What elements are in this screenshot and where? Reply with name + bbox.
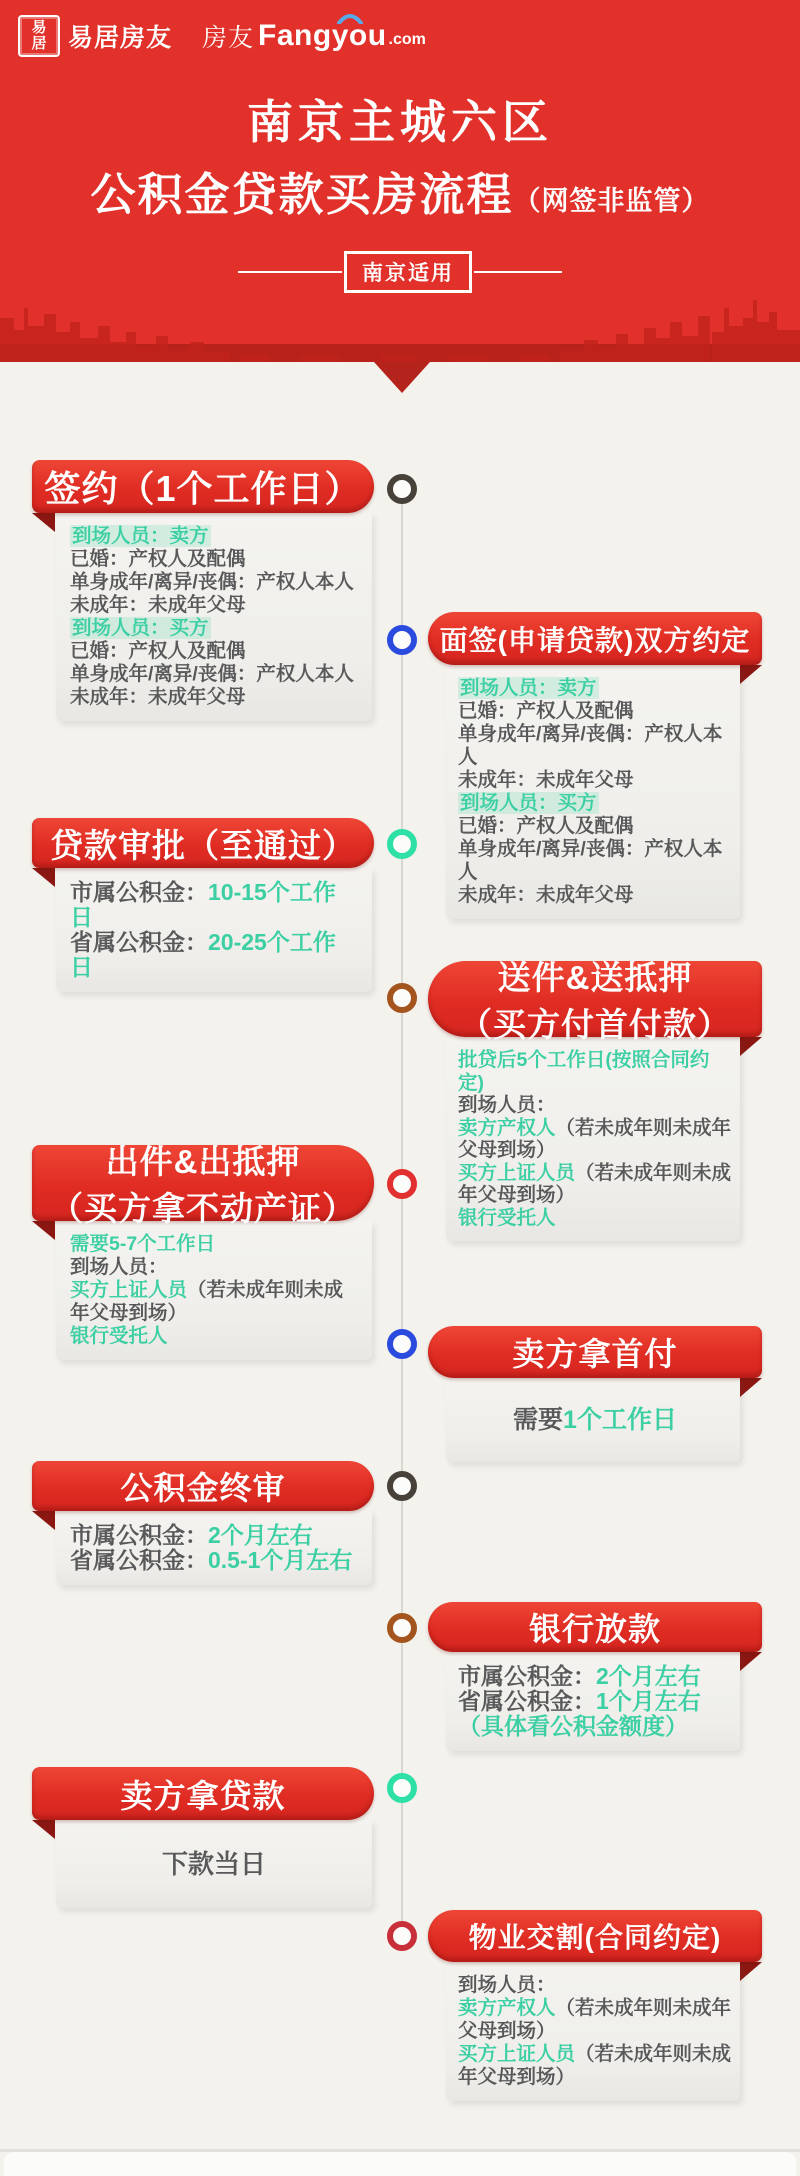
step-text-line bbox=[458, 700, 732, 723]
city-badge: 南京适用 bbox=[344, 251, 472, 293]
timeline-line bbox=[401, 489, 403, 1936]
step-box bbox=[56, 1221, 372, 1360]
step-text-line bbox=[70, 594, 358, 617]
step-text-line bbox=[70, 686, 358, 709]
step-box bbox=[446, 665, 740, 919]
step-highlight-text: 卖方产权人 bbox=[458, 1997, 556, 2019]
step-highlight-text: 买方上证人员 bbox=[70, 1279, 188, 1301]
step-box bbox=[56, 868, 372, 992]
step-banner bbox=[428, 1602, 762, 1652]
timeline-node bbox=[387, 829, 417, 859]
ribbon-fold bbox=[32, 1820, 55, 1839]
step-text-line bbox=[70, 1233, 358, 1256]
timeline-node bbox=[387, 1329, 417, 1359]
step-text: 市属公积金： bbox=[70, 1522, 208, 1548]
ribbon-fold bbox=[740, 1652, 762, 1671]
step-highlight-text: 2个月左右 bbox=[596, 1663, 701, 1689]
step-text-line bbox=[70, 617, 358, 640]
timeline-node bbox=[387, 1921, 417, 1951]
step-banner bbox=[428, 959, 762, 1043]
timeline-node bbox=[387, 1471, 417, 1501]
ribbon-fold bbox=[32, 513, 55, 532]
brand-tld: .com bbox=[388, 31, 426, 48]
step-text: 已婚：产权人及配偶 bbox=[70, 548, 246, 570]
step-title: 卖方拿贷款 bbox=[120, 1777, 286, 1814]
step-text: 单身成年/离异/丧偶：产权人本人 bbox=[70, 571, 354, 593]
step-banner bbox=[428, 612, 762, 665]
step-box bbox=[446, 1378, 740, 1462]
step-text-line bbox=[458, 1714, 732, 1739]
page-title-note: （网签非监管） bbox=[513, 186, 710, 216]
brand-en-text: Fangyou bbox=[258, 19, 387, 52]
step-text: （若未成年则未成年父母到场） bbox=[70, 1279, 344, 1324]
brand-logo bbox=[18, 14, 426, 58]
step-title: 物业交割(合同约定) bbox=[468, 1922, 722, 1953]
step-text-line bbox=[70, 1325, 358, 1348]
step-text: （若未成年则未成年父母到场） bbox=[458, 1116, 732, 1161]
step-title: 公积金终审 bbox=[120, 1470, 286, 1506]
step-text-line bbox=[458, 1689, 732, 1714]
step-title: 卖方拿首付 bbox=[512, 1336, 678, 1372]
step-text-line bbox=[70, 1256, 358, 1279]
brand-name-en bbox=[258, 19, 387, 53]
step-highlight-text: 批贷后5个工作日(按照合同约定) bbox=[458, 1049, 710, 1094]
step-highlight-text: 到场人员：买方 bbox=[72, 617, 209, 639]
step-text: 市属公积金： bbox=[70, 879, 208, 905]
step-text: 下款当日 bbox=[161, 1849, 266, 1879]
step-highlight-text: （具体看公积金额度） bbox=[458, 1713, 688, 1739]
step-text: 到场人员： bbox=[458, 1094, 556, 1116]
step-text-line bbox=[458, 1974, 732, 1997]
step-highlight-text: 20-25个工作日 bbox=[70, 929, 336, 980]
step-text-line bbox=[458, 1049, 732, 1094]
brand-name-cn-2: 房友 bbox=[202, 24, 255, 52]
step-text-line bbox=[458, 1997, 732, 2043]
step-title: 贷款审批（至通过） bbox=[50, 826, 356, 864]
step-title: 签约（1个工作日） bbox=[44, 468, 362, 509]
city-skyline-silhouette bbox=[0, 292, 800, 362]
step-text: 单身成年/离异/丧偶：产权人本人 bbox=[458, 838, 723, 883]
step-text-line bbox=[458, 1094, 732, 1117]
step-box bbox=[56, 1511, 372, 1585]
timeline-node bbox=[387, 625, 417, 655]
step-box bbox=[56, 1820, 372, 1908]
page-title-line1: 南京主城六区 bbox=[247, 96, 553, 148]
timeline-node bbox=[387, 1773, 417, 1803]
step-banner bbox=[32, 1143, 374, 1227]
badge-row bbox=[0, 253, 800, 291]
step-banner bbox=[428, 1326, 762, 1378]
step-title: 送件&送抵押 bbox=[497, 959, 693, 996]
step-text-line bbox=[70, 663, 358, 686]
step-text: 单身成年/离异/丧偶：产权人本人 bbox=[458, 723, 723, 768]
step-text-line bbox=[70, 525, 358, 548]
step-highlight-text: 10-15个工作日 bbox=[70, 879, 336, 930]
yiju-seal-icon bbox=[18, 15, 60, 57]
step-highlight-text: 0.5-1个月左右 bbox=[208, 1547, 353, 1573]
step-highlight-text: 买方上证人员 bbox=[458, 2043, 576, 2065]
badge-left-line bbox=[238, 271, 342, 273]
step-text-line bbox=[70, 930, 358, 980]
step-highlight-text: 需要5-7个工作日 bbox=[70, 1233, 216, 1255]
ribbon-fold bbox=[32, 868, 55, 887]
step-highlight-text: 到场人员：买方 bbox=[460, 792, 597, 814]
next-card-edge bbox=[4, 2152, 796, 2176]
step-highlight-text: 到场人员：卖方 bbox=[460, 677, 597, 699]
step-highlight-text: 银行受托人 bbox=[458, 1206, 556, 1229]
step-text-line bbox=[70, 1548, 358, 1573]
step-text-line bbox=[458, 838, 732, 884]
step-text: 需要 bbox=[513, 1406, 564, 1434]
step-highlight-text: 2个月左右 bbox=[208, 1522, 313, 1548]
step-text: 已婚：产权人及配偶 bbox=[458, 815, 634, 837]
step-text: （若未成年则未成年父母到场） bbox=[458, 1161, 732, 1206]
ribbon-fold bbox=[740, 1378, 762, 1397]
roof-accent-icon bbox=[337, 12, 363, 24]
step-text: 省属公积金： bbox=[70, 1547, 208, 1573]
step-text-line bbox=[458, 792, 732, 815]
step-highlight-text: 卖方产权人 bbox=[458, 1116, 556, 1139]
step-text: 单身成年/离异/丧偶：产权人本人 bbox=[70, 663, 354, 685]
step-text: 省属公积金： bbox=[458, 1688, 596, 1714]
step-box bbox=[446, 1037, 740, 1241]
step-text: 未成年：未成年父母 bbox=[70, 686, 246, 708]
step-highlight-text: 到场人员：卖方 bbox=[72, 525, 209, 547]
step-text-line bbox=[458, 723, 732, 769]
step-banner bbox=[32, 1461, 374, 1511]
step-text-line bbox=[458, 1207, 732, 1230]
step-text: 未成年：未成年父母 bbox=[458, 884, 634, 906]
step-text-line bbox=[458, 677, 732, 700]
step-title: 银行放款 bbox=[528, 1611, 661, 1647]
step-highlight-text: 买方上证人员 bbox=[458, 1161, 576, 1184]
step-text: 省属公积金： bbox=[70, 929, 208, 955]
step-text: （若未成年则未成年父母到场） bbox=[458, 2043, 732, 2088]
seal-text: 易居 bbox=[31, 19, 47, 52]
step-text-line bbox=[70, 640, 358, 663]
step-text-line bbox=[458, 1162, 732, 1207]
brand-name-cn: 易居房友 bbox=[68, 24, 173, 52]
timeline-node bbox=[387, 474, 417, 504]
ribbon-fold bbox=[740, 1962, 762, 1981]
ribbon-fold bbox=[740, 665, 762, 684]
step-box bbox=[56, 513, 372, 721]
step-text-line bbox=[458, 2043, 732, 2089]
page-title-main: 公积金贷款买房流程 bbox=[90, 169, 514, 220]
step-title: 面签(申请贷款)双方约定 bbox=[439, 624, 751, 656]
badge-right-line bbox=[474, 271, 562, 273]
step-highlight-text: 1个工作日 bbox=[563, 1406, 677, 1434]
step-text-line bbox=[70, 1523, 358, 1548]
step-banner bbox=[428, 1910, 762, 1962]
step-text: 未成年：未成年父母 bbox=[70, 594, 246, 616]
step-text: （若未成年则未成年父母到场） bbox=[458, 1997, 732, 2042]
step-text-line bbox=[70, 1279, 358, 1325]
step-banner bbox=[32, 818, 374, 868]
step-title: （买方付首付款） bbox=[459, 1006, 731, 1043]
step-text: 市属公积金： bbox=[458, 1663, 596, 1689]
step-text-line bbox=[458, 815, 732, 838]
step-highlight-text: 1个月左右 bbox=[596, 1688, 701, 1714]
step-text-line bbox=[458, 1664, 732, 1689]
ribbon-fold bbox=[32, 1511, 55, 1530]
step-title: （买方拿不动产证） bbox=[50, 1190, 356, 1227]
step-text: 到场人员： bbox=[458, 1974, 556, 1996]
header-pointer-triangle bbox=[374, 362, 430, 393]
step-text-line bbox=[458, 1117, 732, 1162]
step-box bbox=[446, 1962, 740, 2101]
timeline-node bbox=[387, 1169, 417, 1199]
step-banner bbox=[32, 460, 374, 513]
step-highlight-text: 银行受托人 bbox=[70, 1325, 168, 1347]
step-banner bbox=[32, 1767, 374, 1820]
step-text-line bbox=[70, 880, 358, 930]
step-text-line bbox=[162, 1849, 266, 1879]
step-text-line bbox=[70, 571, 358, 594]
step-text-line bbox=[513, 1406, 677, 1434]
page-title-line2 bbox=[0, 158, 800, 223]
step-text: 已婚：产权人及配偶 bbox=[70, 640, 246, 662]
step-text-line bbox=[458, 769, 732, 792]
step-title: 出件&出抵押 bbox=[105, 1143, 301, 1180]
header-banner bbox=[0, 0, 800, 362]
step-text-line bbox=[70, 548, 358, 571]
timeline-node bbox=[387, 1613, 417, 1643]
step-text-line bbox=[458, 884, 732, 907]
step-box bbox=[446, 1652, 740, 1751]
step-text: 到场人员： bbox=[70, 1256, 168, 1278]
step-text: 已婚：产权人及配偶 bbox=[458, 700, 634, 722]
step-text: 未成年：未成年父母 bbox=[458, 769, 634, 791]
timeline-node bbox=[387, 983, 417, 1013]
